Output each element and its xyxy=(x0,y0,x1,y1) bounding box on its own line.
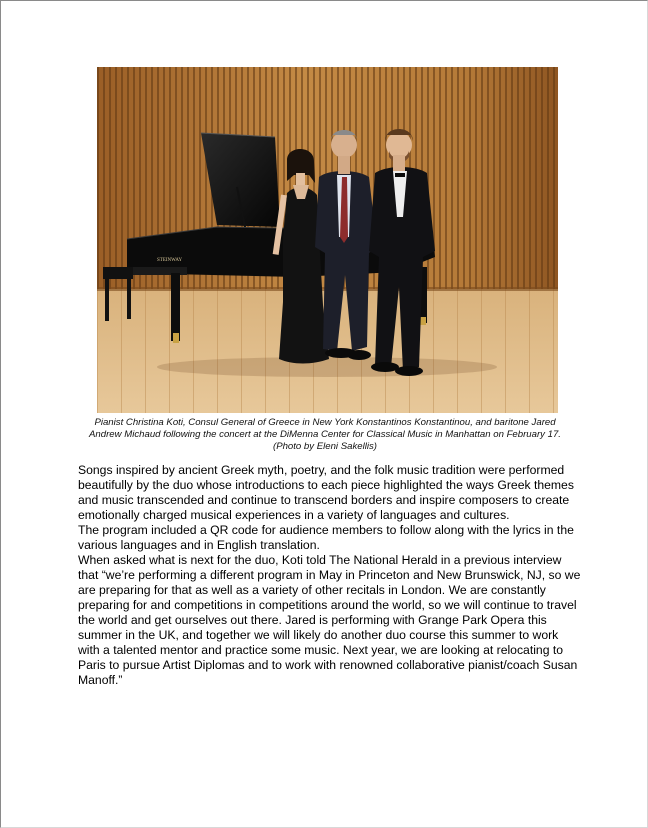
article-paragraph-2: The program included a QR code for audience members to follow along with the lyrics in the various languages and in English translation. xyxy=(78,523,574,552)
photo-caption: Pianist Christina Koti, Consul General of Greece in New York Konstantinos Konstantinou, and baritone Jared Andrew Michaud following the concert at the DiMenna Center for Classical Music in Manhattan on February 17. (Photo by Eleni Sakellis) xyxy=(89,417,561,452)
article-paragraph-1: Songs inspired by ancient Greek myth, poetry, and the folk music tradition were performed beautifully by the duo whose introductions to each piece highlighted the ways Greek themes and music transcended and continue to transcend borders and inspire composers to create emotionally charged musical experiences in a variety of languages and cultures. xyxy=(78,463,574,522)
svg-text:STEINWAY: STEINWAY xyxy=(157,258,183,263)
article-paragraph-3: When asked what is next for the duo, Koti told The National Herald in a previous interview that “we’re performing a different program in May in Princeton and New Brunswick, NJ, so we are preparing for that as well as a variety of other recitals in London. We are constantly preparing for and competitions in competitions around the world, so we will continue to travel the world and get ourselves out there. Jared is performing with Grange Park Opera this summer in the UK, and together we will likely do another duo course this summer to work with a talented mentor and practice some music. Next year, we are looking at relocating to Paris to pursue Artist Diplomas and to work with renowned collaborative pianist/coach Susan Manoff.” xyxy=(78,553,581,687)
article-body xyxy=(78,463,583,688)
concert-photo xyxy=(97,67,558,413)
